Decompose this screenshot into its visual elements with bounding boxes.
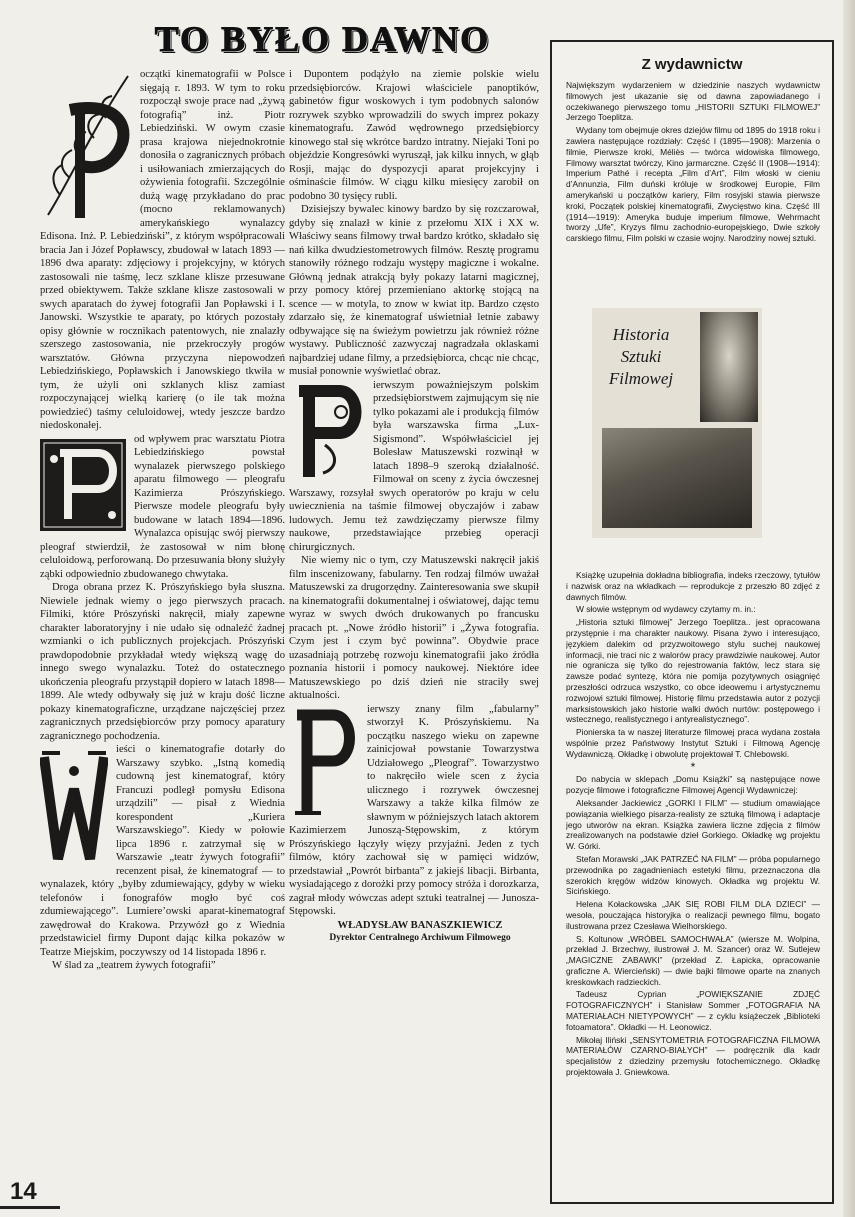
paragraph: Aleksander Jackiewicz „GORKI I FILM” — studium omawiające powiązania wielkiego pisarza-realisty ze sztuką filmową i adaptacje jego utworów na ekran. Książka zawiera liczne zdjęcia z filmów zrealizowanych na podstawie dzieł Gorkiego. Okładkę wg projektu W. Górki. xyxy=(566,797,820,852)
paragraph: „Historia sztuki filmowej” Jerzego Toeplitza.. jest opracowana przystępnie i ma charakter naukowy. Pisana żywo i interesująco, językiem dalekim od przyzwoitowego stylu suchej naukowej informacji, nie traci nic z walorów pracy prawdziwie naukowej. Autor nie ogranicza się tylko do rejestrowania faktów, lecz stara się zawsze podać syntezę, która nie pomija pozytywnych osiągnięć przeszłości odrzuca wszystko, co obce ideowemu i artystycznemu rozwojowi sztuki filmowej. Historię filmu przedstawia autor z pozycji marksistowskich jako historie walki dwóch nurtów: postępowego i wstecznego, realistycznego i antyrealistycznego”. xyxy=(566,617,820,725)
dropcap-w-ornate xyxy=(40,749,108,871)
paragraph: Tadeusz Cyprian „POWIĘKSZANIE ZDJĘĆ FOTOGRAFICZNYCH” i Stanisław Sommer „FOTOGRAFIA NA MATERIAŁACH NIETYPOWYCH” — z cyklu książeczek „Biblioteki fotoamatora”. Okładki — H. Leonowicz. xyxy=(566,989,820,1032)
paragraph: Pionierska ta w naszej literaturze filmowej praca wydana została wspólnie przez Państwowy Instytut Sztuki i Filmową Agencję Wydawniczą. Okładkę i obwolutę projektował T. Chlebowski. xyxy=(566,727,820,759)
paragraph: Do nabycia w sklepach „Domu Książki” są następujące nowe pozycje filmowe i fotograficzne Filmowej Agencji Wydawniczej: xyxy=(566,774,820,796)
publications-heading: Z wydawnictw xyxy=(641,56,743,73)
paragraph: i Dupontem podążyło na ziemie polskie wielu przedsiębiorców. Krajowi właściciele panoptików, gabinetów figur woskowych i tym podobnych salonów rozrywek szybko wprowadzili do swych imprez pokazy kinematografu. Zawód wędrownego przedsiębiorcy kinowego stał się wkrótce bardzo intratny. Niejaki Toni po objeździe Kongresówki wyruszął, jak kilku innych, w głąb Rosji, mając do dyspozycji aparat projekcyjny i ośminaście filmów. W ciągu kilku miesięcy zarobił on podobno 30 tysięcy rubli. xyxy=(289,69,539,202)
book-cover-photo xyxy=(602,428,752,528)
dropcap-p-ornate-2 xyxy=(289,385,365,481)
paragraph: Dzisiejszy bywalec kinowy bardzo by się rozczarował, gdyby się znalazł w kinie z przełomu XIX i XX w. Właściwy seans filmowy trwał bardzo krótko, składało się nań kilka dwudziestometrowych filmów. Resztę programu stanowiły różnego rodzaju występy magiczne i wokalne. Główną jednak atrakcją były pokazy latarni magicznej, przy pomocy której przemieniano aktorkę stojącą na scence — w motyla, to znow w kwiat itp. Bardzo często zdarzało się, że kinematograf uświetniał letnie zabawy odbywające się na świeżym powietrzu jak również różne wystawy. Publiczność zazwyczaj nagradzała oklaskami najbardziej udane filmy, a przedsiębiorca, chcąc nie chcąc, musiał ponownie wyświetlać obraz. xyxy=(289,204,539,377)
paragraph: ieści o kinematografie dotarły do Warszawy szybko. „Istną komedią cudowną jest kinematograf, który Francuzi podległ pomysłu Edisona urządzili” — pisał z Wiednia korespondent „Kuriera Warszawskiego”. Kiedy w połowie lipca 1896 r. zatrzymał się w Warszawie „teatr żywych fotografii” recenzent pisał, że kinematograf — to wynalazek, który „byłby zdumiewający, gdyby w wieku telefonów i fonografów mogło być coś zdumiewającego”. Lumiere’owski aparat-kinematograf zawędrował do Krakowa. Przywózł go z Wiednia przedstawiciel firmy Dupont dając kilka pokazów w Teatrze Miejskim, poczywszy od 14 listopada 1896 r. xyxy=(40,744,285,958)
separator-star: * xyxy=(690,759,696,774)
publications-intro xyxy=(566,80,820,334)
paragraph: ierwszym poważniejszym polskim przedsiębiorstwem zajmującym się nie tylko pokazami ale i produkcją filmów była warszawska firma „Lux-Sigismond”. Współwłaściciel jej Bolesław Matuszewski rozwinął w latach 1898–9 szeroką działalność. Filmował on sceny z życia ówczesnej Warszawy, rozsyłał swych operatorów po kraju w celu uwiecznienia na taśmie filmowej obyczajów i zabaw ludowych. Jemu też zawdzięczamy pierwsze filmy naukowe, przedstawiające przebieg operacji chirurgicznych. xyxy=(289,379,539,553)
page-number-rule xyxy=(0,1206,60,1209)
paragraph: W ślad za „teatrem żywych fotografii” xyxy=(52,960,216,971)
page-edge xyxy=(843,0,855,1217)
book-cover-image xyxy=(592,308,762,538)
author-name: WŁADYSŁAW BANASZKIEWICZ xyxy=(337,919,503,931)
paragraph: oczątki kinematografii w Polsce sięgają r. 1893. W tym to roku rozpoczął swoje prace nad „żywą fotografią” inż. Piotr Lebiedziński. W owym czasie prasa krajowa niejednokrotnie donosiła o zagranicznych próbach i usiłowaniach zmierzających do ożywienia fotografii. Szczególnie dużą wagę przykładano do prac (mocno reklamowanych) amerykańskiego wynalazcy Edisona. Inż. P. Lebiedziński”, z którym współpracowali bracia Jan i Józef Popławscy, zbudował w latach 1893 — 1896 dwa aparaty: zdjęciowy i projekcyjny, w których zastosowali nie taśmę, lecz szklane klisze przesuwane przed obiektywem. Także szklane klisze zastosowali w swych aparatach do żywej fotografii Jan Popławski i I. Janowski. Wszystkie te aparaty, po których pozostały opisy głównie w rocznikach patentowych, nie znalazły szerszego zastosowania, nie przekroczyły progów warsztatów. Główna przyczyna niepowodzeń Lebiedzińskiego, Popławskich i Janowskiego tkwiła w tym, że użyli oni szklanych klisz zamiast rozpoczynającej wielką karierę (o ile tak można powiedzieć) taśmy celuloidowej, wtedy jeszcze bardzo niedoskonałej. xyxy=(40,69,285,431)
author-role: Dyrektor Centralnego Archiwum Filmowego xyxy=(329,933,511,943)
paragraph: W słowie wstępnym od wydawcy czytamy m. in.: xyxy=(576,604,756,615)
book-cover-title: Historia Sztuki Filmowej xyxy=(608,325,674,388)
publications-body xyxy=(566,570,820,1200)
paragraph: od wpływem prac warsztatu Piotra Lebiedzińskiego powstał wynalazek pierwszego polskiego aparatu filmowego — pleografu Kazimierza Prószyńskiego. Pierwsze modele pleografu były budowane w latach 1894—1896. Wynalazca opisując swój pierwszy pleograf stwierdził, że zastosował w nim błonę celuloidową, perforowaną. Do przesuwania błony służyły ząbki odpowiednio zbudowanego chwytaka. xyxy=(40,433,285,580)
article-title: TO BYŁO DAWNO xyxy=(154,19,491,59)
paragraph: Mikołaj Iliński „SENSYTOMETRIA FOTOGRAFICZNA FILMOWA MATERIAŁÓW CZARNO-BIAŁYCH” — podręcznik dla kadr specjalistów z dziedziny przemysłu fotochemicznego. Okładkę projektowała J. Gniewkowa. xyxy=(566,1034,820,1078)
dropcap-p-feather-ornament xyxy=(40,70,132,220)
article-column-2 xyxy=(289,68,539,1198)
dropcap-p-ornate xyxy=(40,439,126,531)
paragraph: Droga obrana przez K. Prószyńskiego była słuszna. Niewiele jednak wiemy o jego pierwszych pracach. Filmiki, które Prószyński nakręcił, miały zapewne charakter laboratoryjny i nie udało się odnaleźć żadnej wzmianki o ich publicznych projekcjach. Prószyński prawdopodobnie przykładał wtedy większą wagę do innego swego wynalazku. Toteż do ostatecznego ukończenia pleografu przystąpił dopiero w latach 1898—1899. Ale wtedy odbywały się już w kraju dość liczne pokazy kinematograficzne, urządzane najczęściej przez zagranicznych przedsiębiorców przy pomocy aparatury zagranicznego pochodzenia. xyxy=(40,582,285,742)
paragraph: Nie wiemy nic o tym, czy Matuszewski nakręcił jakiś film inscenizowany, fabularny. Ten rodzaj filmów uważał Matuszewski za drugorzędny. Zainteresowania swe skupił na kinematografii dokumentalnej i oświatowej, dając temu wyraz w swych dwóch drukowanych po francusku pracach pt. „Nowe źródło historii” i „Żywa fotografia. Czym jest i czym być powinna”. Obydwie prace uzasadniają potrzebę rozwoju kinematografii jako źródła poznania historii i pomocy naukowej. Niektóre idee Matuszewskiego po dziś dzień nie straciły swej aktualności. xyxy=(289,555,539,701)
article-column-1 xyxy=(40,68,285,1178)
paragraph: S. Koltunow „WRÓBEL SAMOCHWAŁA” (wiersze M. Wolpina, przekład J. Brzechwy, ilustrował J. M. Szancer) oraz W. Sutlejew „MAGICZNE ZABAWKI” (przekład Z. Łapicka, opracowanie graficzne A. Wiercieński) — dwie bajki filmowe oparte na znanych kreskowkach radzieckich. xyxy=(566,933,820,987)
dropcap-p-ornate-3 xyxy=(289,709,359,819)
paragraph: Helena Kołackowska „JAK SIĘ ROBI FILM DLA DZIECI” — wesoła, pouczająca historyjka o realizacji pewnego filmu, bogato ilustrowana przez Czesława Wielhorskiego. xyxy=(566,899,820,931)
paragraph: Książkę uzupełnia dokładna bibliografia, indeks rzeczowy, tytułów i nazwisk oraz na wkładkach — reprodukcje z przeszło 80 zdjęć z dawnych filmów. xyxy=(566,570,820,602)
paragraph: Wydany tom obejmuje okres dziejów filmu od 1895 do 1918 roku i zawiera następujące rozdziały: Część I (1895—1908): Marzenia o filmie, Pierwsze kroki, Méliès — twórca widowiska filmowego, Filmowy warsztat twórczy, Kino jarmarczne. Część II (1908—1914): Imperium Pathé i recepta „Film d’Art”, Film włoski w cieniu d’Annunzia, Film duński króluje w środkowej Europie, Film amerykański u początków kariery, Film rosyjski stawia pierwsze kroki, Początek polskiej kinematografii, Zwycięstwo kina. Część III (1914—1919): Ameryka buduje imperium filmowe, Wehrmacht tworzy „Ufe”, Kryzys filmu zachodnio-europejskiego, Dwie szkoły carskiego filmu, Film polski w czasie wojny. Narodziny nowej sztuki. xyxy=(566,125,820,244)
publications-box xyxy=(550,40,834,1204)
page-number: 14 xyxy=(10,1178,37,1205)
paragraph: ierwszy znany film „fabularny” stworzył K. Prószyńskiemu. Na początku naszego wieku on zapewne zainicjował powstanie Towarzystwa Udziałowego „Pleograf”. Towarzystwo to nakręciło wiele scen z życia ulicznego i rozrywek ówczesnej Warszawy a także kilka filmów ze sławnym w późniejszych latach aktorem Kazimierzem Junoszą-Stępowskim, z którym Prószyńskiego łączyły więzy przyjaźni. Jeden z tych filmów, który zachował się w pamięci widzów, przedstawiał „Powrót birbanta” z jakiejś libacji. Birbanta, wysiadającego z dorożki przy pomocy stróża i dorozkarza, zagrał młody wówczas adept sztuki teatralnej — Junosza-Stępowski. xyxy=(289,703,539,917)
paragraph: Stefan Morawski „JAK PATRZEĆ NA FILM” — próba popularnego przewodnika po zagadnieniach estetyki filmu, przeznaczona dla szerokich kręgów widzów kinowych. Okładka wg projektu W. Sicińskiego. xyxy=(566,853,820,897)
book-cover-portrait xyxy=(700,312,758,422)
paragraph: Największym wydarzeniem w dziedzinie naszych wydawnictw filmowych jest ukazanie się od dawna zapowiadanego i oczekiwanego pierwszego tomu „HISTORII SZTUKI FILMOWEJ” Jerzego Toeplitza. xyxy=(566,80,820,123)
